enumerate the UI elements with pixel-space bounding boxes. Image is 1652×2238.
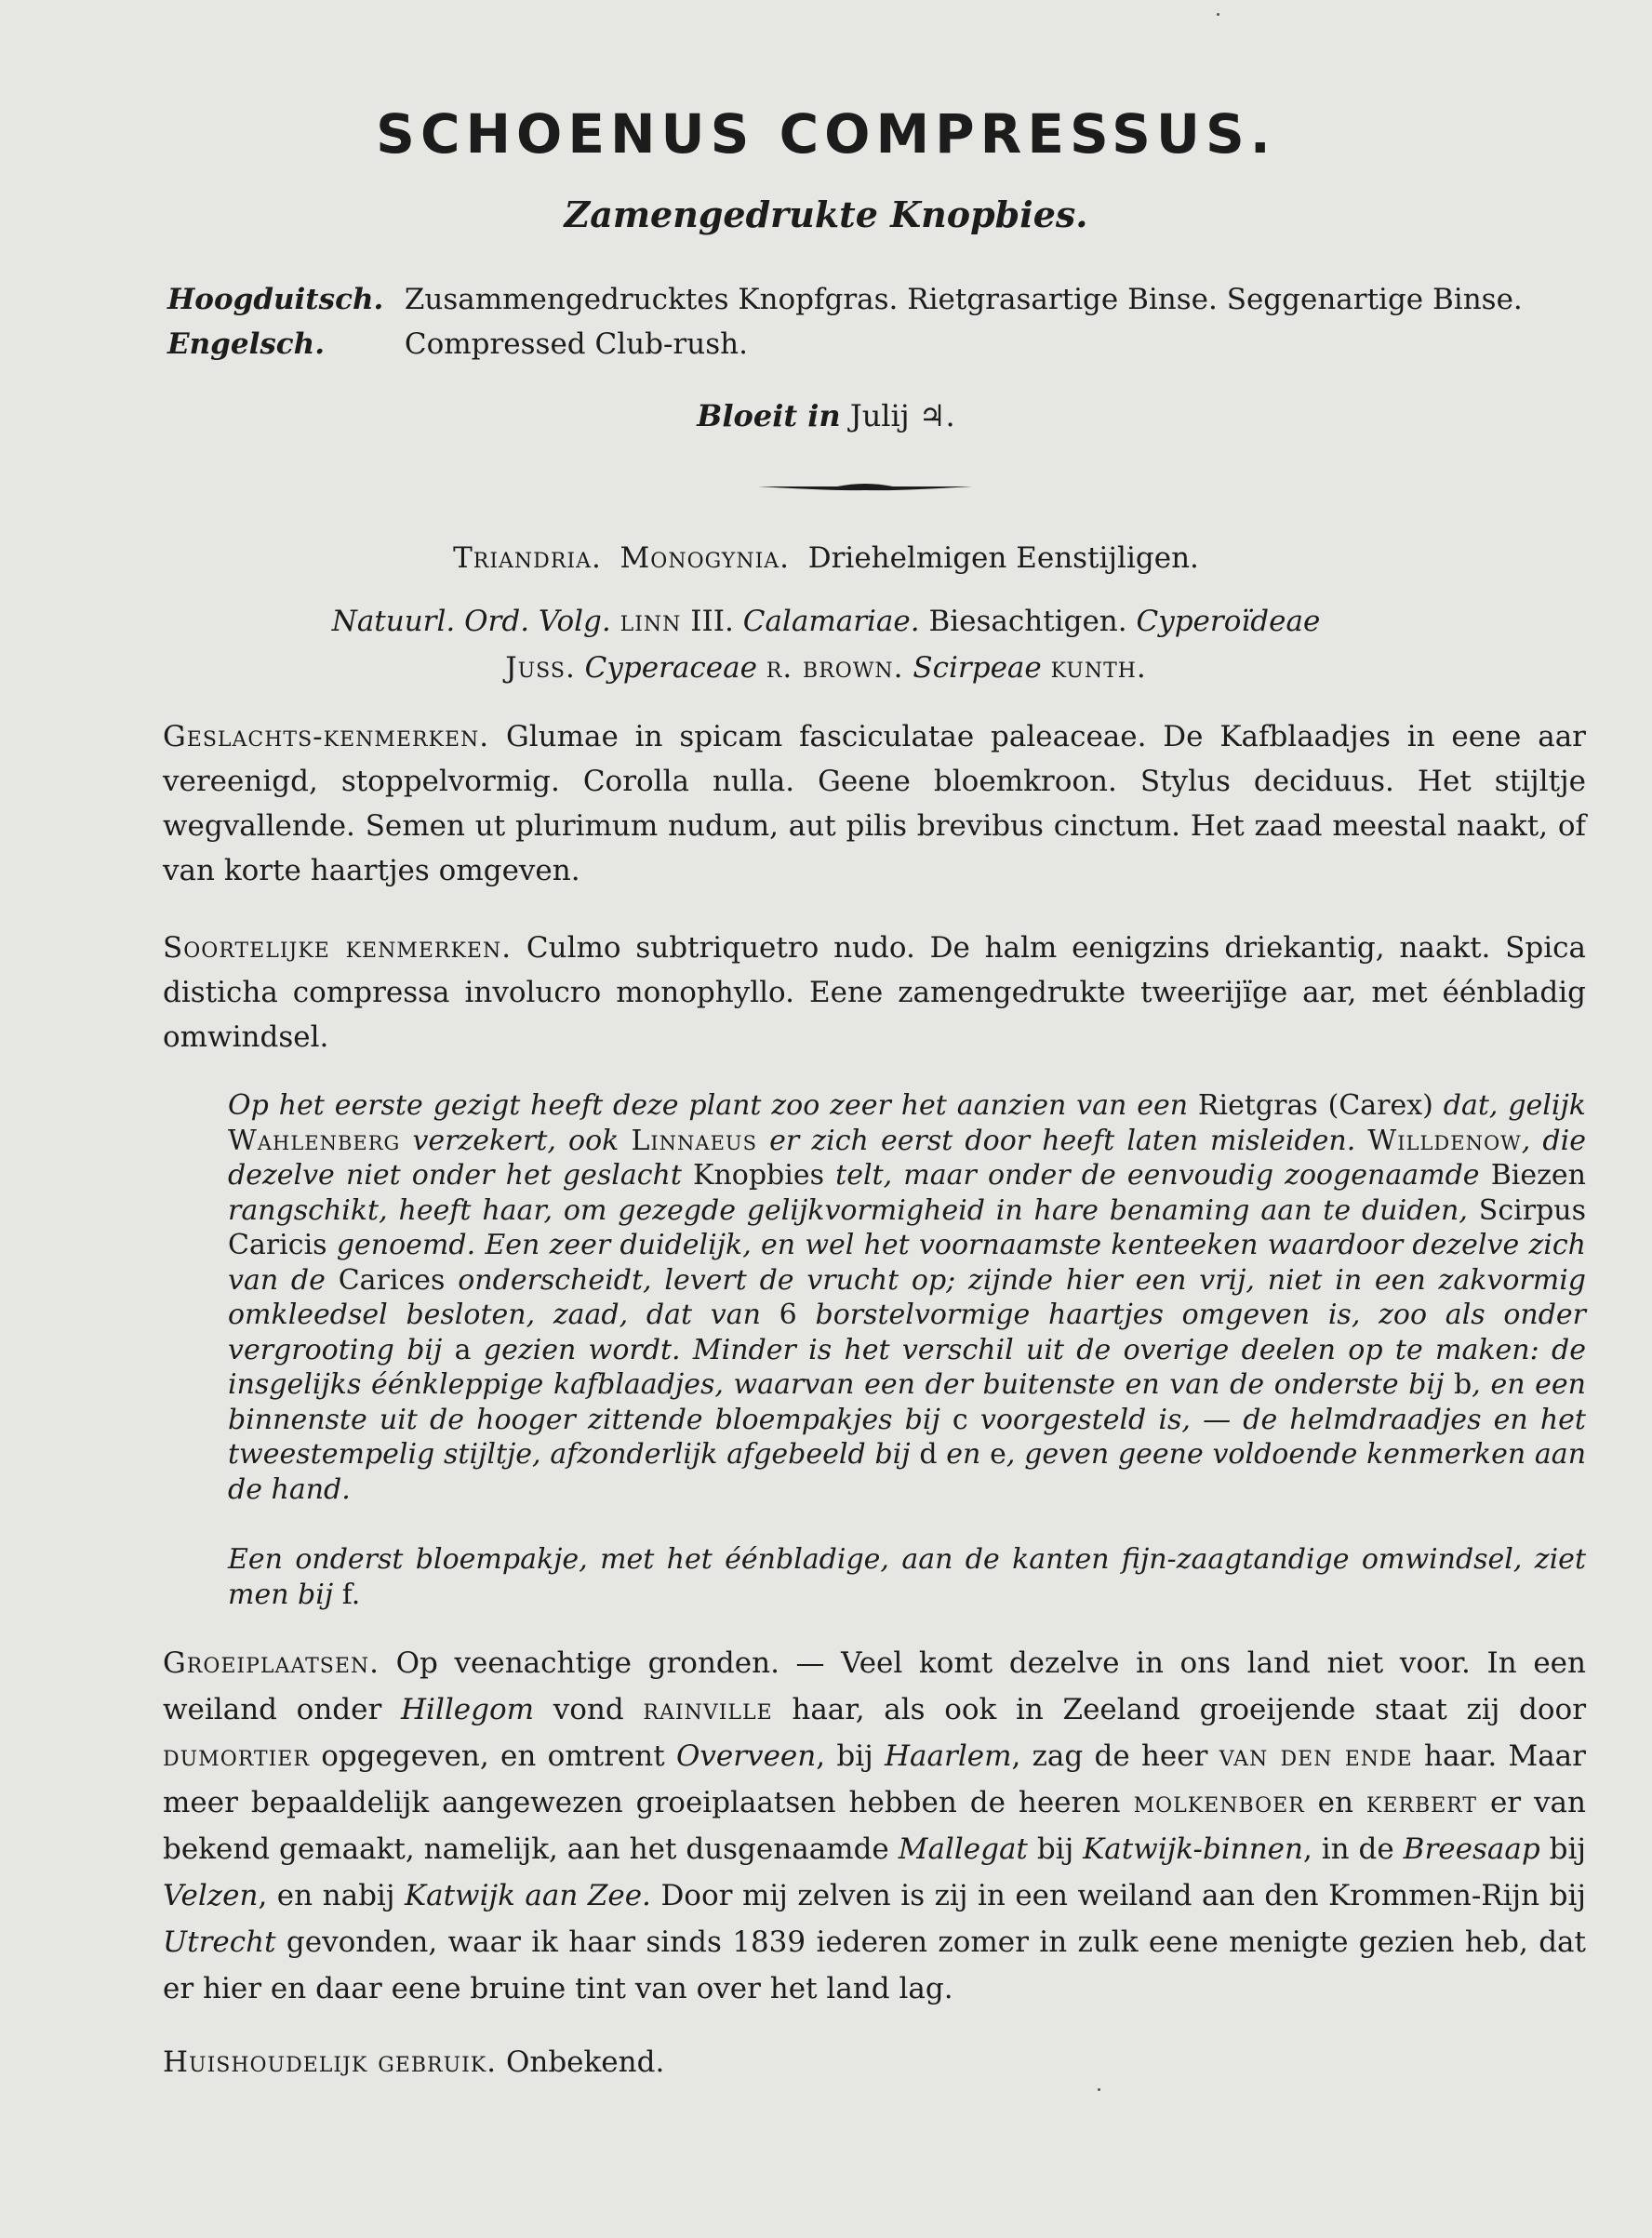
ornamental-rule (758, 480, 972, 493)
observation-paragraph-2 (228, 1542, 1586, 1612)
natural-order-label: Natuurl. Ord. Volg. (331, 605, 611, 638)
text-run: borstelvormige haartjes omgeven is, zoo als onder vergrooting bij (228, 1299, 1587, 1366)
text-run: rangschikt, heeft haar, om gezegde gelijkvormigheid in hare benaming aan te duiden, (228, 1193, 1468, 1227)
text-run: , en nabij (258, 1879, 395, 1912)
scirpeae: Scirpeae (913, 651, 1042, 685)
place-name: Katwijk aan Zee. (404, 1879, 651, 1912)
text-run: Een onderst bloempakje, met het éénbladige, aan de kanten fijn-zaagtandige omwindsel, ziet men bij (228, 1543, 1586, 1611)
text-run: , bij (816, 1739, 873, 1773)
cyperoideae: Cyperoïdeae (1136, 605, 1321, 638)
page-subtitle: Zamengedrukte Knopbies. (564, 193, 1088, 235)
person-name: kerbert (1366, 1786, 1478, 1819)
person-name: molkenboer (1133, 1786, 1305, 1819)
text-run: gezien wordt. Minder is het verschil uit de overige deelen op te maken: de insgelijks éénkleppige kafblaadjes, waarvan een der buitenste en van de onderste bij (228, 1333, 1587, 1401)
flowering-label: Bloeit in (697, 398, 841, 433)
authority-juss: Juss. (505, 651, 576, 685)
place-name: Breesaap (1403, 1832, 1540, 1866)
figure-ref: f. (341, 1578, 361, 1611)
language-names: Compressed Club-rush. (404, 327, 748, 361)
text-run: , en een binnenste uit de hooger zittende bloempakjes bij (228, 1368, 1586, 1436)
figure-ref: a (454, 1333, 472, 1366)
place-name: Katwijk-binnen (1083, 1832, 1303, 1866)
household-use (163, 2040, 1586, 2085)
text-run: en (1317, 1786, 1353, 1819)
text-run: Door mij zelven is zij in een weiland aan den Krommen-Rijn bij (660, 1879, 1587, 1912)
text-run: voorgesteld is, — de helmdraadjes en het tweestempelig stijltje, afzonderlijk afgebeeld bij (228, 1403, 1586, 1471)
figure-ref: b (1454, 1368, 1472, 1401)
text-run: Biezen (1490, 1159, 1586, 1192)
text-run: Carices (338, 1263, 446, 1297)
habitat-paragraph (163, 1640, 1586, 2012)
authority-r-brown: r. brown. (766, 651, 904, 685)
figure-ref: d (919, 1438, 938, 1471)
common-name-row (167, 277, 1523, 322)
text-run: bij (1549, 1832, 1586, 1866)
author-name: Linnaeus (631, 1124, 758, 1157)
author-name: Wahlenberg (228, 1124, 401, 1157)
flowering-line (0, 398, 1652, 433)
text-run: haar, als ook in Zeeland groeijende staat zij door (792, 1693, 1587, 1726)
place-name: Haarlem (885, 1739, 1012, 1773)
text-run: bij (1036, 1832, 1074, 1866)
common-names (167, 277, 1523, 366)
section-label: Groeiplaatsen. (163, 1646, 380, 1680)
language-label: Hoogduitsch. (167, 283, 384, 316)
author-name: Willdenow (1367, 1124, 1522, 1157)
common-name-row (167, 322, 1523, 366)
species-characteristics (163, 926, 1586, 1059)
section-text: Glumae in spicam fasciculatae paleaceae. De Kafblaadjes in eene aar vereenigd, stoppelvormig. Corolla nulla. Geene bloemkroon. Stylus deciduus. Het stijltje wegvallende. Semen ut plurimum nudum, aut pilis brevibus cinctum. Het zaad meestal naakt, of van korte haartjes omgeven. (163, 720, 1587, 887)
section-text: Culmo subtriquetro nudo. De halm eenigzins driekantig, naakt. Spica disticha compressa involucro monophyllo. Eene zamengedrukte tweerijïge aar, met éénbladig omwindsel. (163, 931, 1587, 1054)
text-run: en (946, 1438, 981, 1471)
authority-kunth: kunth. (1050, 651, 1147, 685)
text-run: vond (553, 1693, 624, 1726)
section-label: Soortelijke kenmerken. (163, 931, 513, 965)
text-run: Rietgras (Carex) (1197, 1089, 1433, 1122)
order-number: III. (690, 605, 734, 638)
text-run: , die dezelve niet onder het geslacht (228, 1124, 1586, 1192)
text-run: er zich eerst door heeft laten misleiden. (769, 1124, 1356, 1157)
text-run: dat, gelijk (1443, 1089, 1586, 1122)
order-name: Monogynia. (620, 541, 791, 575)
calamariae: Calamariae. (742, 605, 920, 638)
class-dutch: Driehelmigen Eenstijligen. (807, 541, 1199, 575)
biesachtigen: Biesachtigen. (928, 605, 1127, 638)
authority-linn: linn (620, 605, 682, 638)
person-name: dumortier (163, 1739, 310, 1773)
section-text: Onbekend. (505, 2045, 665, 2079)
text-run: haar. Maar meer bepaaldelijk aangewezen groeiplaatsen hebben de heeren (163, 1739, 1586, 1819)
text-run: Scirpus Caricis (228, 1193, 1586, 1261)
genus-characteristics (163, 714, 1586, 893)
natural-order-line-2 (0, 651, 1652, 685)
section-label: Huishoudelijk gebruik. (163, 2045, 498, 2079)
observation-paragraph (228, 1088, 1586, 1507)
language-names: Zusammengedrucktes Knopfgras. Rietgrasartige Binse. Seggenartige Binse. (404, 283, 1523, 316)
language-label: Engelsch. (167, 327, 326, 361)
place-name: Mallegat (898, 1832, 1028, 1866)
person-name: rainville (643, 1693, 773, 1726)
text-run: , in de (1302, 1832, 1394, 1866)
text-run: opgegeven, en omtrent (321, 1739, 665, 1773)
place-name: Velzen (163, 1879, 259, 1912)
text-run: genoemd. Een zeer duidelijk, en wel het voornaamste kenteeken waardoor dezelve zich van de (228, 1229, 1586, 1297)
person-name: van den ende (1219, 1739, 1413, 1773)
text-run: Knopbies (693, 1159, 824, 1192)
page-title: SCHOENUS COMPRESSUS. (376, 102, 1276, 166)
text-run: verzekert, ook (412, 1124, 620, 1157)
perennial-symbol: ♃. (918, 398, 955, 433)
section-label: Geslachts-kenmerken. (163, 720, 490, 753)
linnaean-classification (0, 541, 1652, 575)
place-name: Overveen (675, 1739, 817, 1773)
place-name: Utrecht (163, 1925, 276, 1959)
text-run: , zag de heer (1011, 1739, 1208, 1773)
paper-speck (1217, 13, 1219, 16)
paper-speck (1098, 2088, 1100, 2091)
text-run: Op veenachtige gronden. — Veel komt dezelve in ons land niet voor. In een weiland onder (163, 1646, 1586, 1726)
text-run: onderscheidt, levert de vrucht op; zijnde hier een vrij, niet in een zakvormig omkleedsel besloten, zaad, dat van (228, 1263, 1587, 1331)
class-name: Triandria. (453, 541, 602, 575)
place-name: Hillegom (401, 1693, 535, 1726)
figure-ref: e (990, 1438, 1006, 1471)
figure-ref: c (952, 1403, 968, 1436)
text-run: gevonden, waar ik haar sinds 1839 iederen zomer in zulk eene menigte gezien heb, dat er hier en daar eene bruine tint van over het land lag. (163, 1925, 1586, 2005)
text-run: 6 (779, 1299, 797, 1331)
natural-order-line-1 (0, 605, 1652, 638)
flowering-month: Julij (849, 398, 910, 433)
text-run: er van bekend gemaakt, namelijk, aan het dusgenaamde (163, 1786, 1586, 1866)
text-run: Op het eerste gezigt heeft deze plant zoo zeer het aanzien van een (228, 1089, 1189, 1122)
text-run: , geven geene voldoende kenmerken aan de hand. (228, 1438, 1587, 1506)
text-run: telt, maar onder de eenvoudig zoogenaamde (835, 1159, 1480, 1192)
cyperaceae: Cyperaceae (584, 651, 757, 685)
